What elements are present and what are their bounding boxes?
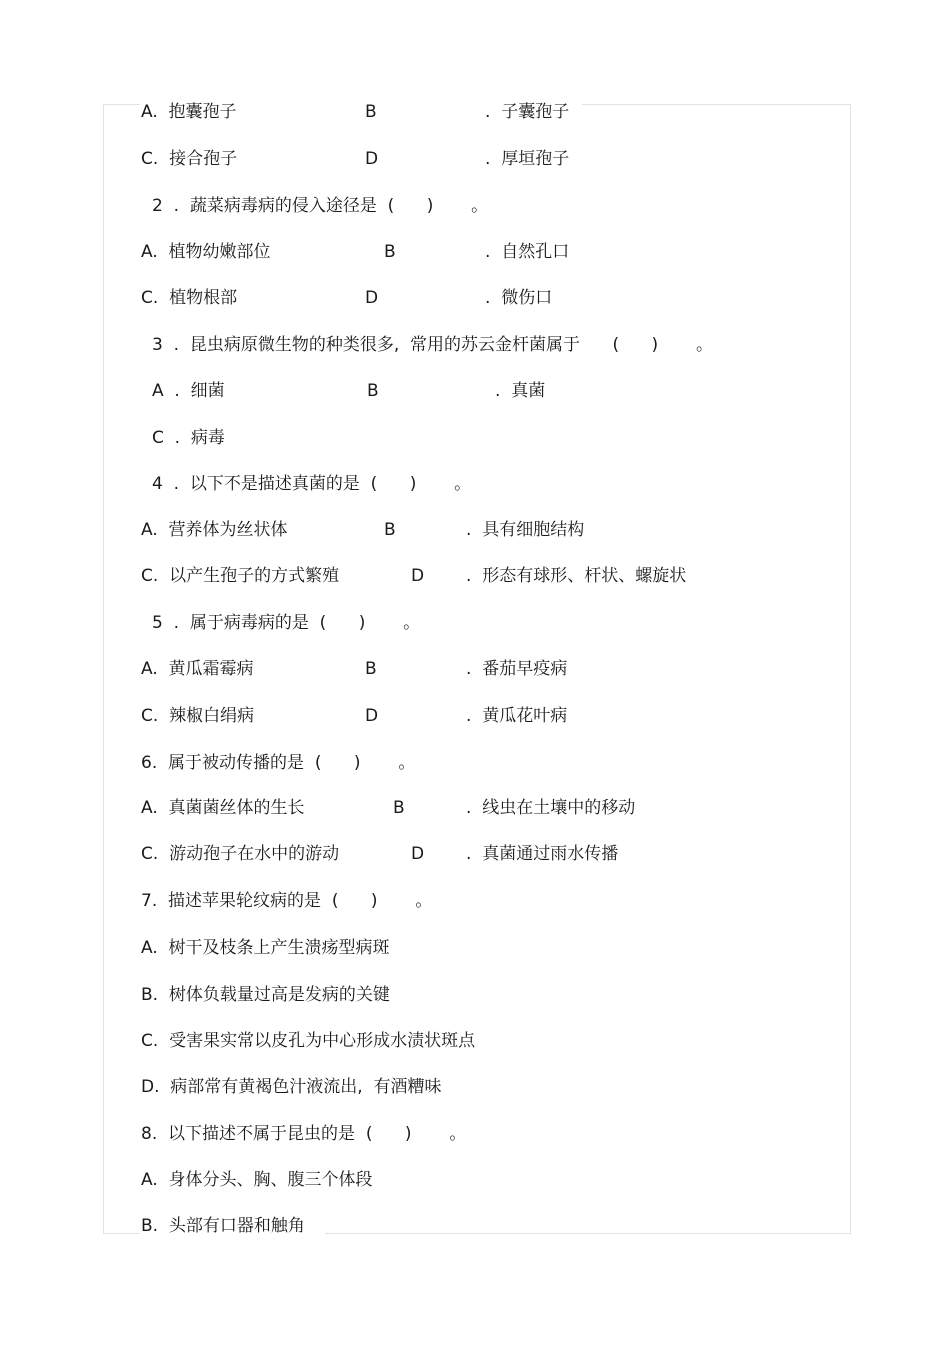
question-line: C . 病毒	[152, 428, 225, 448]
question-line: A. 真菌菌丝体的生长	[141, 798, 305, 818]
question-line: C. 游动孢子在水中的游动	[141, 844, 340, 864]
option-text: . 黄瓜花叶病	[466, 706, 568, 726]
option-text: D	[411, 566, 425, 586]
question-line: B. 头部有口器和触角	[141, 1216, 305, 1236]
question-line: A. 黄瓜霜霉病	[141, 659, 254, 679]
option-text: . 形态有球形、杆状、螺旋状	[466, 566, 687, 586]
question-line: A. 身体分头、胸、腹三个体段	[141, 1170, 373, 1190]
question-line: C. 接合孢子	[141, 149, 238, 169]
question-line: 6. 属于被动传播的是 ( ) 。	[141, 753, 416, 773]
question-line: A. 抱囊孢子	[141, 102, 237, 122]
question-line: 4 . 以下不是描述真菌的是 ( ) 。	[152, 474, 472, 494]
option-text: B	[365, 102, 377, 122]
option-text: D	[365, 288, 379, 308]
question-line: 2 . 蔬菜病毒病的侵入途径是 ( ) 。	[152, 196, 489, 216]
question-line: 3 . 昆虫病原微生物的种类很多, 常用的苏云金杆菌属于 ( ) 。	[152, 335, 713, 355]
option-text: . 番茄早疫病	[466, 659, 568, 679]
question-line: C. 辣椒白绢病	[141, 706, 255, 726]
option-text: D	[365, 706, 379, 726]
question-line: 7. 描述苹果轮纹病的是 ( ) 。	[141, 891, 433, 911]
option-text: . 线虫在土壤中的移动	[466, 798, 636, 818]
option-text: . 微伤口	[485, 288, 553, 308]
option-text: . 厚垣孢子	[485, 149, 570, 169]
option-text: B	[384, 242, 396, 262]
option-text: . 真菌通过雨水传播	[466, 844, 619, 864]
question-line: C. 以产生孢子的方式繁殖	[141, 566, 340, 586]
option-text: D	[411, 844, 425, 864]
option-text: . 真菌	[495, 381, 546, 401]
question-line: 5 . 属于病毒病的是 ( ) 。	[152, 613, 421, 633]
option-text: . 具有细胞结构	[466, 520, 585, 540]
option-text: B	[367, 381, 379, 401]
question-line: 8. 以下描述不属于昆虫的是 ( ) 。	[141, 1124, 467, 1144]
question-line: D. 病部常有黄褐色汁液流出, 有酒糟味	[141, 1077, 442, 1097]
option-text: B	[384, 520, 396, 540]
question-line: C. 植物根部	[141, 288, 238, 308]
question-line: A. 营养体为丝状体	[141, 520, 288, 540]
option-text: . 自然孔口	[485, 242, 570, 262]
option-text: B	[365, 659, 377, 679]
option-text: . 子囊孢子	[485, 102, 570, 122]
question-line: A . 细菌	[152, 381, 225, 401]
option-text: B	[393, 798, 405, 818]
question-line: C. 受害果实常以皮孔为中心形成水渍状斑点	[141, 1031, 476, 1051]
question-line: A. 树干及枝条上产生溃疡型病斑	[141, 938, 390, 958]
question-line: B. 树体负载量过高是发病的关键	[141, 985, 390, 1005]
option-text: D	[365, 149, 379, 169]
question-line: A. 植物幼嫩部位	[141, 242, 271, 262]
